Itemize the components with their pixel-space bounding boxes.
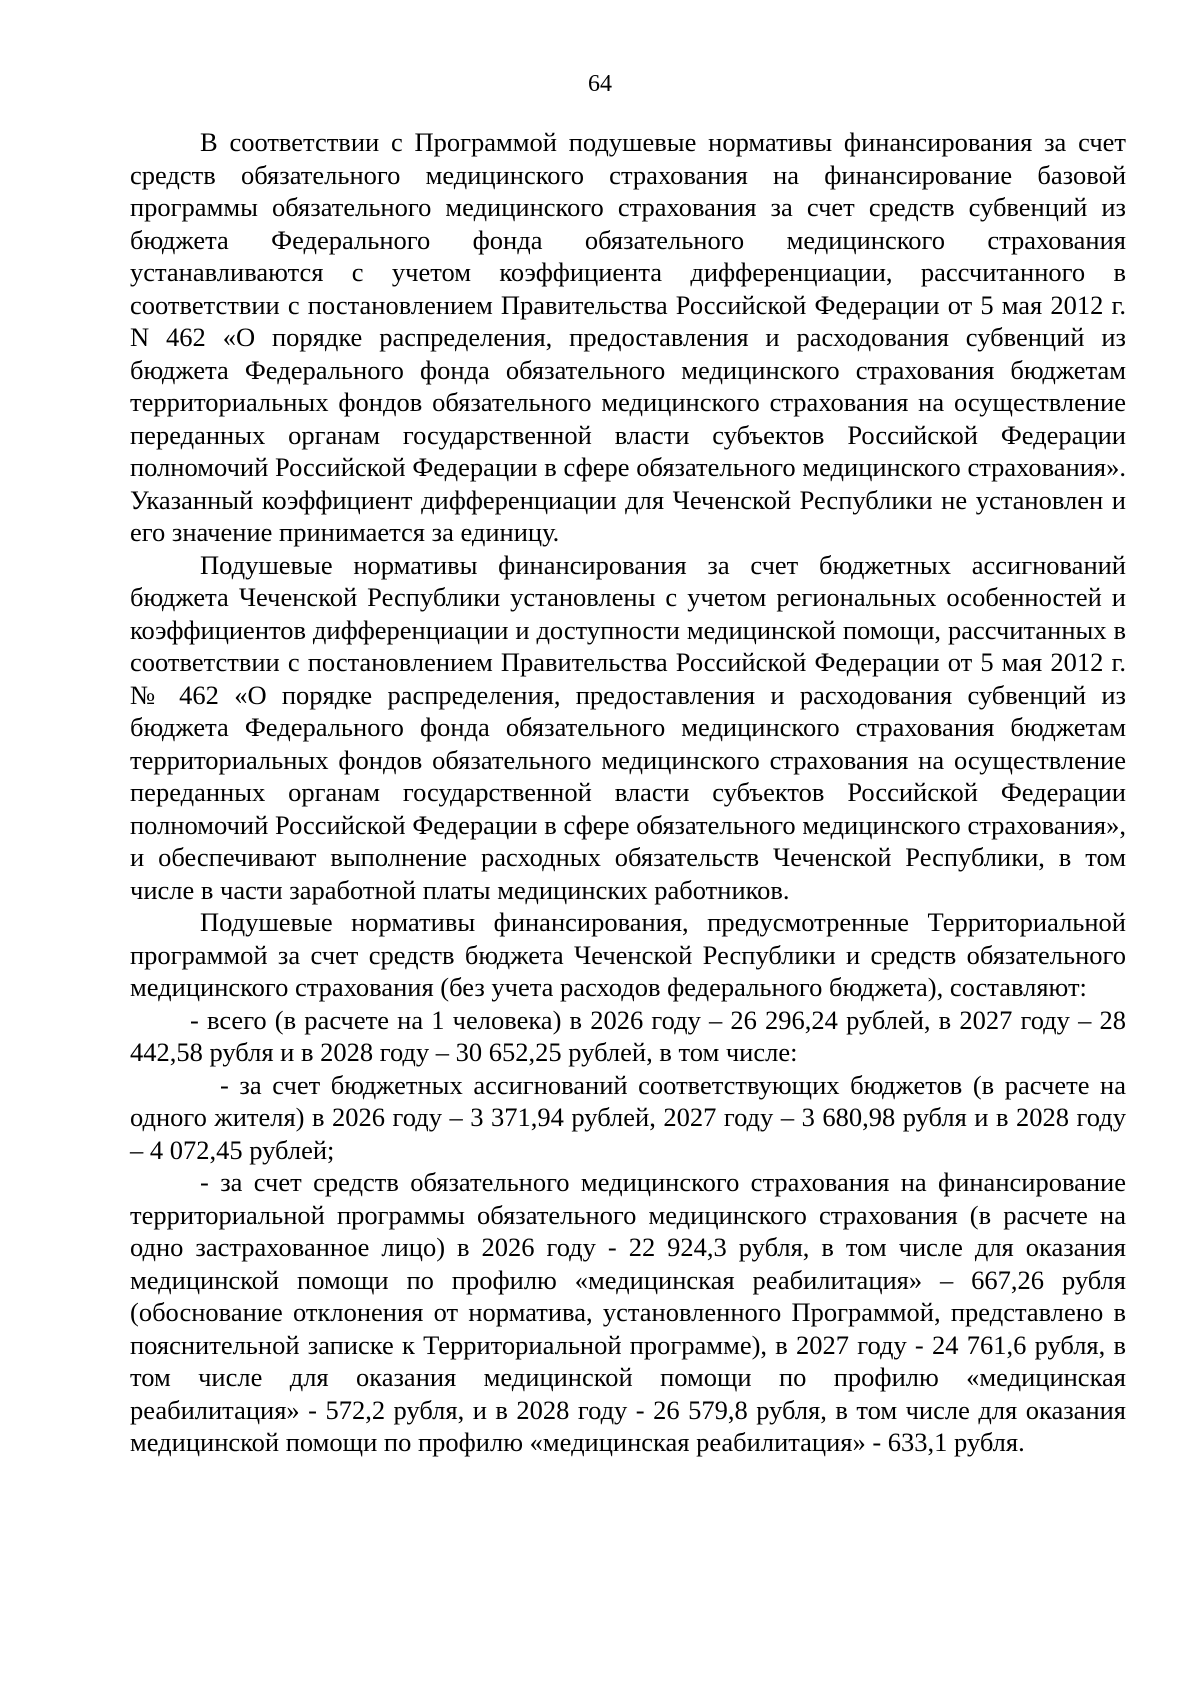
document-body (130, 126, 1126, 1459)
paragraph-budget-norms: Подушевые нормативы финансирования за счет бюджетных ассигнований бюджета Чеченской Республики установлены с учетом региональных особенностей и коэффициентов дифференциации и доступности медицинской помощи, рассчитанных в соответствии с постановлением Правительства Российской Федерации от 5 мая 2012 г. № 462 «О порядке распределения, предоставления и расходования субвенций из бюджета Федерального фонда обязательного медицинского страхования бюджетам территориальных фондов обязательного медицинского страхования на осуществление переданных органам государственной власти субъектов Российской Федерации полномочий Российской Федерации в сфере обязательного медицинского страхования», и обеспечивают выполнение расходных обязательств Чеченской Республики, в том числе в части заработной платы медицинских работников. (130, 549, 1126, 905)
list-item-total: - всего (в расчете на 1 человека) в 2026 году – 26 296,24 рублей, в 2027 году – 28 442,58 рубля и в 2028 году – 30 652,25 рублей, в том числе: (130, 1004, 1126, 1067)
list-item-oms: - за счет средств обязательного медицинского страхования на финансирование территориальной программы обязательного медицинского страхования (в расчете на одно застрахованное лицо) в 2026 году - 22 924,3 рубля, в том числе для оказания медицинской помощи по профилю «медицинская реабилитация» – 667,26 рубля (обоснование отклонения от норматива, установленного Программой, представлено в пояснительной записке к Территориальной программе), в 2027 году - 24 761,6 рубля, в том числе для оказания медицинской помощи по профилю «медицинская реабилитация» - 572,2 рубля, и в 2028 году - 26 579,8 рубля, в том числе для оказания медицинской помощи по профилю «медицинская реабилитация» - 633,1 рубля. (130, 1167, 1126, 1457)
paragraph-coefficient: В соответствии с Программой подушевые нормативы финансирования за счет средств обязательного медицинского страхования на финансирование базовой программы обязательного медицинского страхования за счет средств субвенций из бюджета Федерального фонда обязательного медицинского страхования устанавливаются с учетом коэффициента дифференциации, рассчитанного в соответствии с постановлением Правительства Российской Федерации от 5 мая 2012 г. N 462 «О порядке распределения, предоставления и расходования субвенций из бюджета Федерального фонда обязательного медицинского страхования бюджетам территориальных фондов обязательного медицинского страхования на осуществление переданных органам государственной власти субъектов Российской Федерации полномочий Российской Федерации в сфере обязательного медицинского страхования». Указанный коэффициент дифференциации для Чеченской Республики не установлен и его значение принимается за единицу. (130, 127, 1126, 547)
list-item-budget: - за счет бюджетных ассигнований соответствующих бюджетов (в расчете на одного жителя) в 2026 году – 3 371,94 рублей, 2027 году – 3 680,98 рубля и в 2028 году – 4 072,45 рублей; (130, 1069, 1126, 1165)
paragraph-territorial-norms: Подушевые нормативы финансирования, предусмотренные Территориальной программой за счет средств бюджета Чеченской Республики и средств обязательного медицинского страхования (без учета расходов федерального бюджета), составляют: (130, 907, 1126, 1002)
page-number: 64 (588, 71, 612, 97)
